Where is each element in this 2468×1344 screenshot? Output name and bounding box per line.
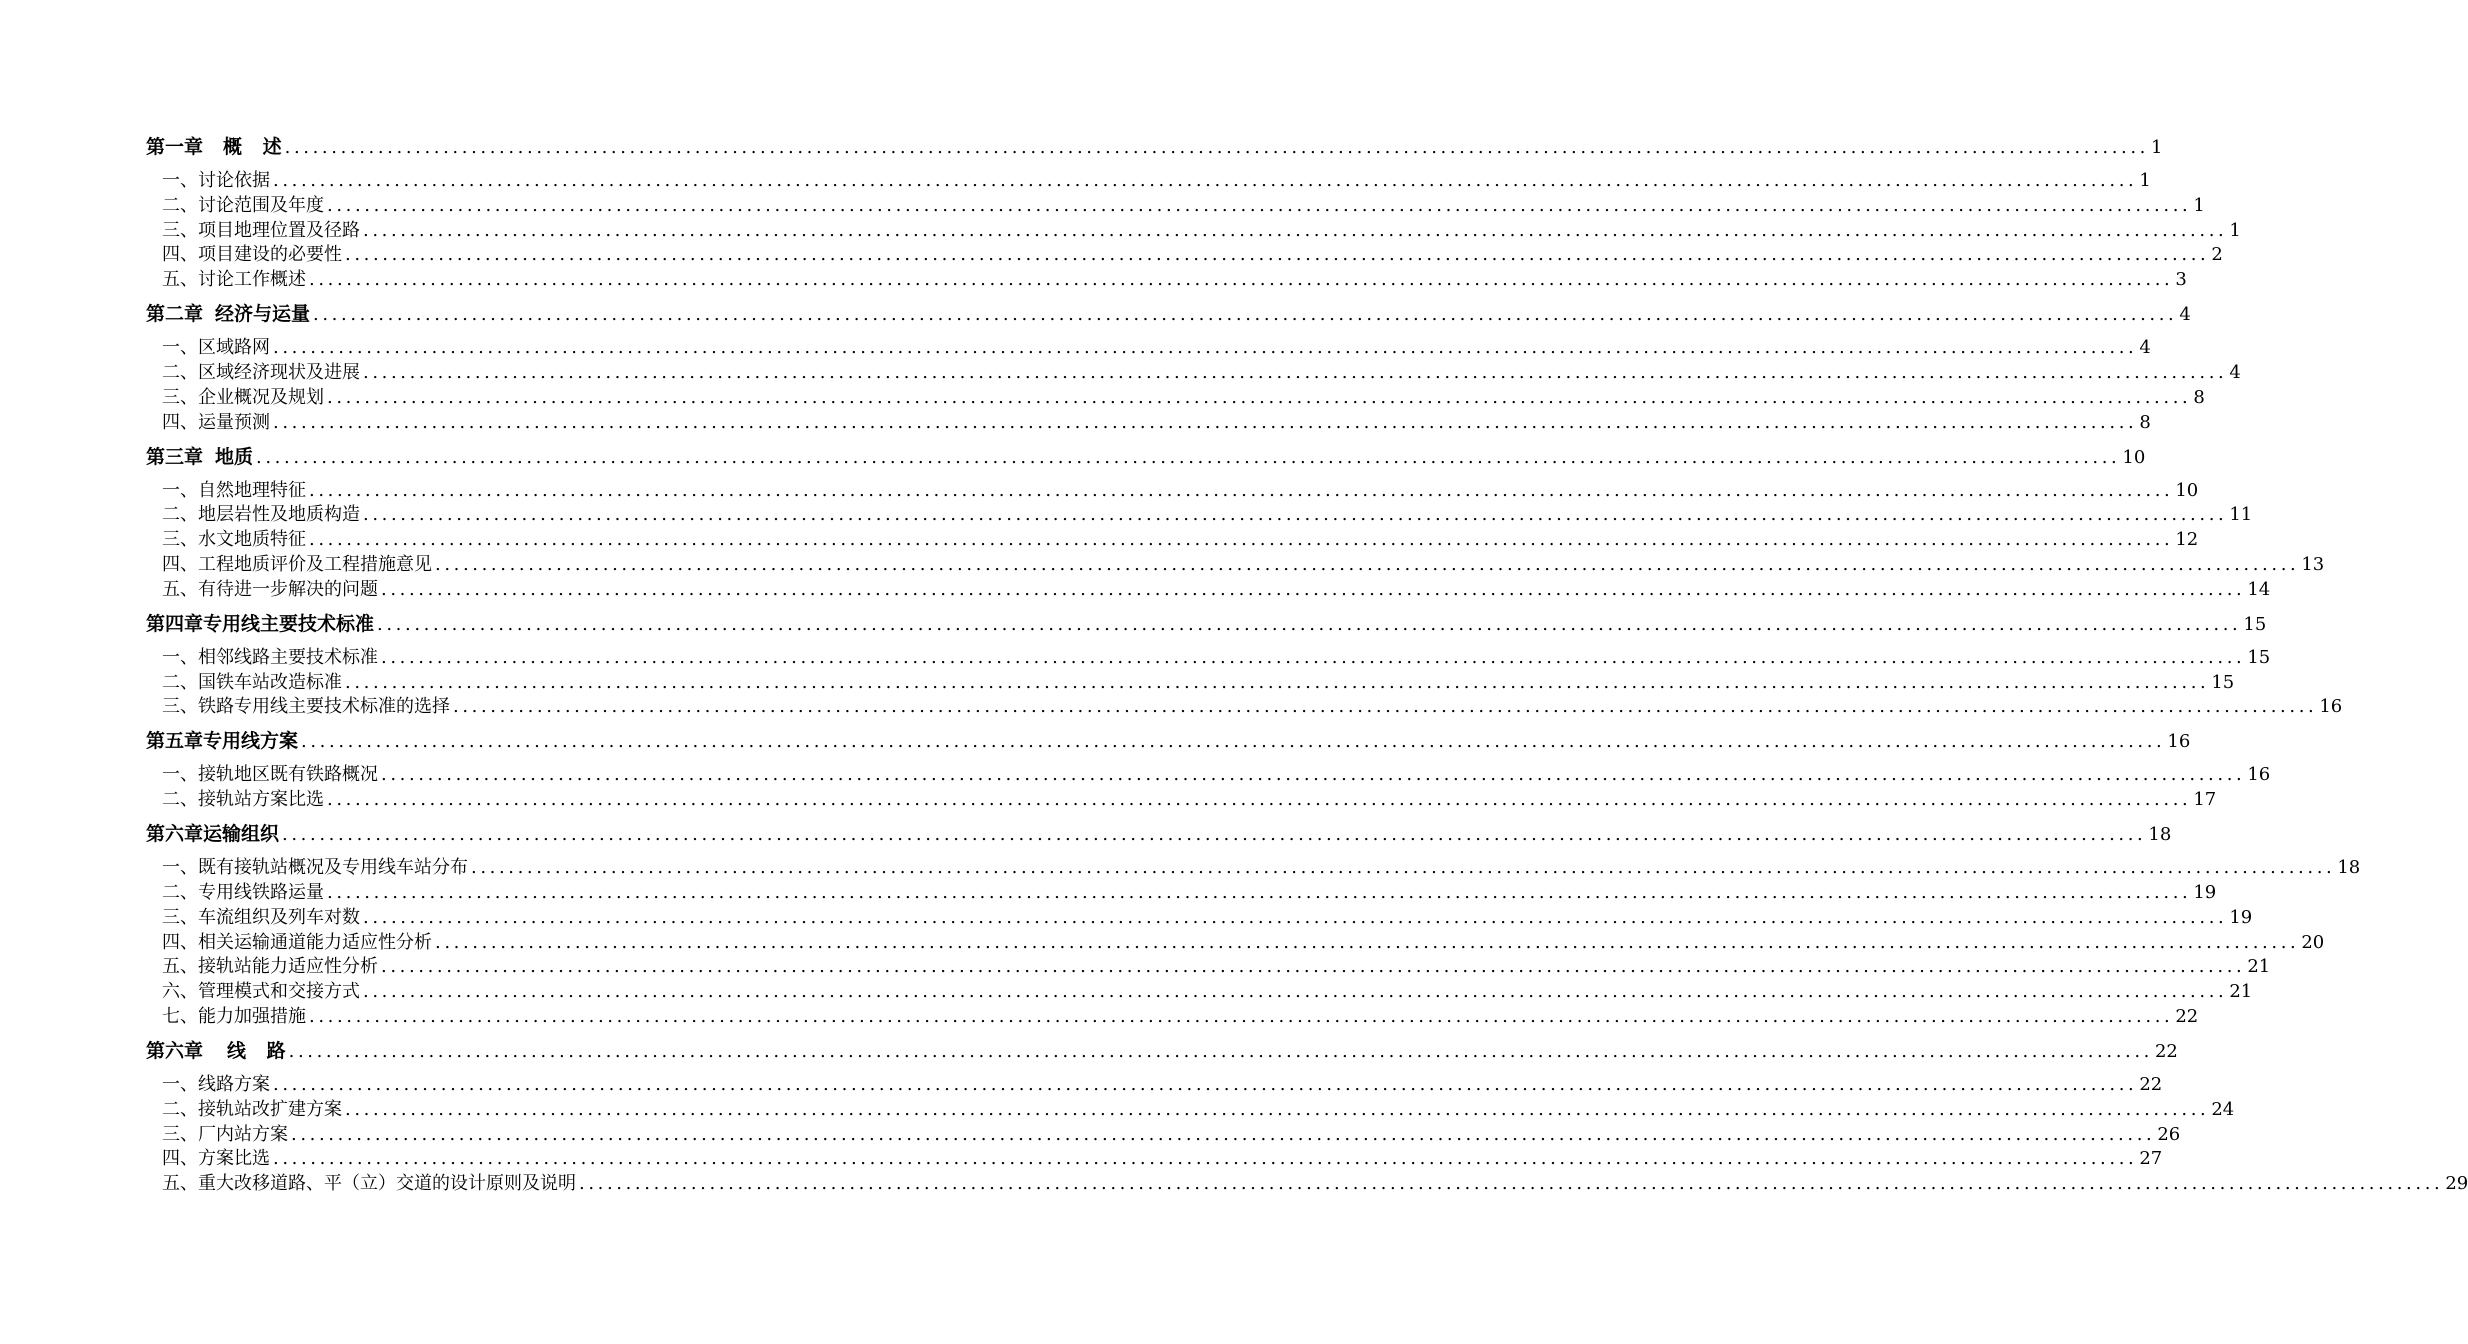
page-number: 29 xyxy=(2445,1173,2468,1195)
dot-leader: ........................................................................................................................................................................................................ xyxy=(435,931,2300,953)
page-number: 21 xyxy=(2229,981,2253,1003)
page-number: 18 xyxy=(2337,857,2361,879)
dot-leader: ........................................................................................................................................................................................................ xyxy=(284,137,2149,158)
section-title: 四、相关运输通道能力适应性分析 xyxy=(162,931,432,953)
dot-leader: ........................................................................................................................................................................................................ xyxy=(327,386,2192,408)
page-number: 22 xyxy=(2154,1041,2178,1062)
toc-section-entry[interactable] xyxy=(162,1098,2235,1121)
page-number: 16 xyxy=(2167,731,2191,753)
page-number: 15 xyxy=(2243,613,2267,635)
dot-leader: ........................................................................................................................................................................................................ xyxy=(381,646,2246,668)
toc-section-entry[interactable] xyxy=(162,194,2205,217)
dot-leader: ........................................................................................................................................................................................................ xyxy=(345,244,2210,266)
toc-section-entry[interactable] xyxy=(162,956,2271,978)
page-number: 22 xyxy=(2175,1006,2199,1027)
toc-section-entry[interactable] xyxy=(162,1148,2163,1170)
toc-section-entry[interactable] xyxy=(162,1074,2163,1096)
section-title: 二、专用线铁路运量 xyxy=(162,882,324,903)
dot-leader: ........................................................................................................................................................................................................ xyxy=(313,304,2178,326)
dot-leader: ........................................................................................................................................................................................................ xyxy=(309,1006,2174,1027)
section-title: 二、国铁车站改造标准 xyxy=(162,671,342,693)
page-number: 1 xyxy=(2150,137,2163,158)
page-number: 18 xyxy=(2148,824,2172,846)
chapter-title: 经济与运量 xyxy=(215,303,311,326)
page-number: 12 xyxy=(2175,529,2199,551)
section-title: 一、区域路网 xyxy=(162,337,270,359)
page-number: 13 xyxy=(2301,554,2325,575)
toc-section-entry[interactable] xyxy=(162,1173,2468,1195)
dot-leader: ........................................................................................................................................................................................................ xyxy=(381,764,2246,786)
toc-section-entry[interactable] xyxy=(162,170,2151,192)
dot-leader: ........................................................................................................................................................................................................ xyxy=(327,194,2192,216)
section-title: 一、相邻线路主要技术标准 xyxy=(162,646,378,668)
section-title: 二、地层岩性及地质构造 xyxy=(162,504,360,526)
dot-leader: ........................................................................................................................................................................................................ xyxy=(471,857,2336,879)
chapter-number: 第三章 xyxy=(146,445,204,468)
section-title: 五、接轨站能力适应性分析 xyxy=(162,956,378,978)
toc-section-entry[interactable] xyxy=(162,362,2241,384)
section-title: 一、线路方案 xyxy=(162,1074,270,1095)
dot-leader: ........................................................................................................................................................................................................ xyxy=(381,578,2246,600)
section-title: 一、接轨地区既有铁路概况 xyxy=(162,764,378,786)
page-number: 4 xyxy=(2139,337,2151,359)
section-title: 三、项目地理位置及径路 xyxy=(162,219,360,241)
page-number: 1 xyxy=(2139,170,2151,191)
dot-leader: ........................................................................................................................................................................................................ xyxy=(363,981,2228,1003)
toc-section-entry[interactable] xyxy=(162,386,2205,409)
dot-leader: ........................................................................................................................................................................................................ xyxy=(273,1074,2138,1095)
toc-section-entry[interactable] xyxy=(162,411,2151,434)
toc-section-entry[interactable] xyxy=(162,269,2187,291)
dot-leader: ........................................................................................................................................................................................................ xyxy=(377,613,2242,635)
dot-leader: ........................................................................................................................................................................................................ xyxy=(363,362,2228,383)
chapter-number: 第一章 xyxy=(146,136,204,158)
section-title: 四、方案比选 xyxy=(162,1148,270,1170)
chapter-title: 专用线方案 xyxy=(203,730,299,753)
page-number: 10 xyxy=(2175,479,2199,501)
section-title: 五、重大改移道路、平（立）交道的设计原则及说明 xyxy=(162,1173,576,1195)
toc-chapter-entry[interactable] xyxy=(146,730,2191,753)
dot-leader: ........................................................................................................................................................................................................ xyxy=(381,956,2246,978)
chapter-number: 第六章 xyxy=(146,1040,204,1062)
toc-section-entry[interactable] xyxy=(162,696,2343,718)
section-title: 二、区域经济现状及进展 xyxy=(162,362,360,383)
section-title: 四、运量预测 xyxy=(162,411,270,433)
toc-section-entry[interactable] xyxy=(162,337,2151,359)
toc-section-entry[interactable] xyxy=(162,479,2199,502)
toc-section-entry[interactable] xyxy=(162,504,2253,526)
page-number: 11 xyxy=(2229,504,2253,526)
toc-chapter-entry[interactable] xyxy=(146,303,2191,326)
dot-leader: ........................................................................................................................................................................................................ xyxy=(309,269,2174,291)
dot-leader: ........................................................................................................................................................................................................ xyxy=(273,1148,2138,1170)
page-number: 16 xyxy=(2247,764,2271,786)
chapter-number: 第六章 xyxy=(146,823,204,846)
dot-leader: ........................................................................................................................................................................................................ xyxy=(256,446,2121,468)
chapter-title: 线 路 xyxy=(227,1040,286,1062)
toc-section-entry[interactable] xyxy=(162,1123,2181,1146)
toc-section-entry[interactable] xyxy=(162,646,2271,669)
toc-section-entry[interactable] xyxy=(162,906,2253,929)
toc-section-entry[interactable] xyxy=(162,981,2253,1003)
page-number: 15 xyxy=(2211,671,2235,693)
section-title: 六、管理模式和交接方式 xyxy=(162,981,360,1003)
dot-leader: ........................................................................................................................................................................................................ xyxy=(363,219,2228,241)
chapter-title: 地质 xyxy=(215,445,254,468)
dot-leader: ........................................................................................................................................................................................................ xyxy=(327,789,2192,811)
page-number: 19 xyxy=(2229,906,2253,928)
section-title: 五、有待进一步解决的问题 xyxy=(162,578,378,600)
page-number: 22 xyxy=(2139,1074,2163,1095)
section-title: 一、既有接轨站概况及专用线车站分布 xyxy=(162,857,468,879)
page-number: 17 xyxy=(2193,789,2217,811)
toc-chapter-entry[interactable] xyxy=(146,136,2163,158)
dot-leader: ........................................................................................................................................................................................................ xyxy=(363,504,2228,526)
section-title: 四、工程地质评价及工程措施意见 xyxy=(162,554,432,575)
toc-section-entry[interactable] xyxy=(162,219,2241,242)
page-number: 2 xyxy=(2211,244,2223,266)
section-title: 二、讨论范围及年度 xyxy=(162,194,324,216)
chapter-number: 第五章 xyxy=(146,730,204,753)
page-number: 10 xyxy=(2122,446,2146,468)
section-title: 三、车流组织及列车对数 xyxy=(162,906,360,928)
page-number: 3 xyxy=(2175,269,2187,291)
chapter-number: 第四章 xyxy=(146,612,204,635)
section-title: 三、企业概况及规划 xyxy=(162,386,324,408)
toc-section-entry[interactable] xyxy=(162,1006,2199,1028)
toc-section-entry[interactable] xyxy=(162,554,2325,576)
page-number: 24 xyxy=(2211,1098,2235,1120)
section-title: 二、接轨站方案比选 xyxy=(162,789,324,811)
toc-section-entry[interactable] xyxy=(162,857,2361,879)
chapter-title: 专用线主要技术标准 xyxy=(203,612,375,635)
dot-leader: ........................................................................................................................................................................................................ xyxy=(288,1041,2153,1062)
page-number: 20 xyxy=(2301,931,2325,953)
toc-section-entry[interactable] xyxy=(162,931,2325,954)
dot-leader: ........................................................................................................................................................................................................ xyxy=(435,554,2300,575)
toc-section-entry[interactable] xyxy=(162,764,2271,786)
dot-leader: ........................................................................................................................................................................................................ xyxy=(327,882,2192,903)
dot-leader: ........................................................................................................................................................................................................ xyxy=(309,529,2174,551)
chapter-title: 概 述 xyxy=(223,136,282,158)
section-title: 三、厂内站方案 xyxy=(162,1123,288,1145)
toc-section-entry[interactable] xyxy=(162,789,2217,811)
dot-leader: ........................................................................................................................................................................................................ xyxy=(273,170,2138,191)
section-title: 三、水文地质特征 xyxy=(162,529,306,551)
page-number: 21 xyxy=(2247,956,2271,978)
page-number: 8 xyxy=(2139,411,2151,433)
page-number: 19 xyxy=(2193,882,2217,903)
page-number: 1 xyxy=(2229,219,2241,241)
section-title: 三、铁路专用线主要技术标准的选择 xyxy=(162,696,450,718)
dot-leader: ........................................................................................................................................................................................................ xyxy=(345,1098,2210,1120)
page-number: 4 xyxy=(2179,304,2191,326)
page-number: 4 xyxy=(2229,362,2241,383)
toc-chapter-entry[interactable] xyxy=(146,612,2267,635)
page-number: 14 xyxy=(2247,578,2271,600)
page-number: 26 xyxy=(2157,1123,2181,1145)
section-title: 二、接轨站改扩建方案 xyxy=(162,1098,342,1120)
toc-chapter-entry[interactable] xyxy=(146,445,2146,468)
toc-section-entry[interactable] xyxy=(162,529,2199,551)
dot-leader: ........................................................................................................................................................................................................ xyxy=(291,1123,2156,1145)
section-title: 五、讨论工作概述 xyxy=(162,269,306,291)
toc-section-entry[interactable] xyxy=(162,671,2235,694)
page-number: 15 xyxy=(2247,646,2271,668)
section-title: 一、自然地理特征 xyxy=(162,479,306,501)
toc-section-entry[interactable] xyxy=(162,578,2271,601)
toc-section-entry[interactable] xyxy=(162,882,2217,904)
page-number: 8 xyxy=(2193,386,2205,408)
chapter-title: 运输组织 xyxy=(203,823,280,846)
page-number: 16 xyxy=(2319,696,2343,718)
dot-leader: ........................................................................................................................................................................................................ xyxy=(309,479,2174,501)
dot-leader: ........................................................................................................................................................................................................ xyxy=(301,731,2166,753)
dot-leader: ........................................................................................................................................................................................................ xyxy=(453,696,2318,718)
page-number: 1 xyxy=(2193,194,2205,216)
dot-leader: ........................................................................................................................................................................................................ xyxy=(363,906,2228,928)
page-number: 27 xyxy=(2139,1148,2163,1170)
chapter-number: 第二章 xyxy=(146,303,204,326)
dot-leader: ........................................................................................................................................................................................................ xyxy=(273,337,2138,359)
section-title: 四、项目建设的必要性 xyxy=(162,244,342,266)
dot-leader: ........................................................................................................................................................................................................ xyxy=(282,824,2147,846)
toc-chapter-entry[interactable] xyxy=(146,1040,2178,1062)
toc-section-entry[interactable] xyxy=(162,244,2223,266)
section-title: 一、讨论依据 xyxy=(162,170,270,191)
toc-chapter-entry[interactable] xyxy=(146,823,2172,846)
section-title: 七、能力加强措施 xyxy=(162,1006,306,1027)
dot-leader: ........................................................................................................................................................................................................ xyxy=(273,411,2138,433)
dot-leader: ........................................................................................................................................................................................................ xyxy=(345,671,2210,693)
dot-leader: ........................................................................................................................................................................................................ xyxy=(579,1173,2444,1195)
